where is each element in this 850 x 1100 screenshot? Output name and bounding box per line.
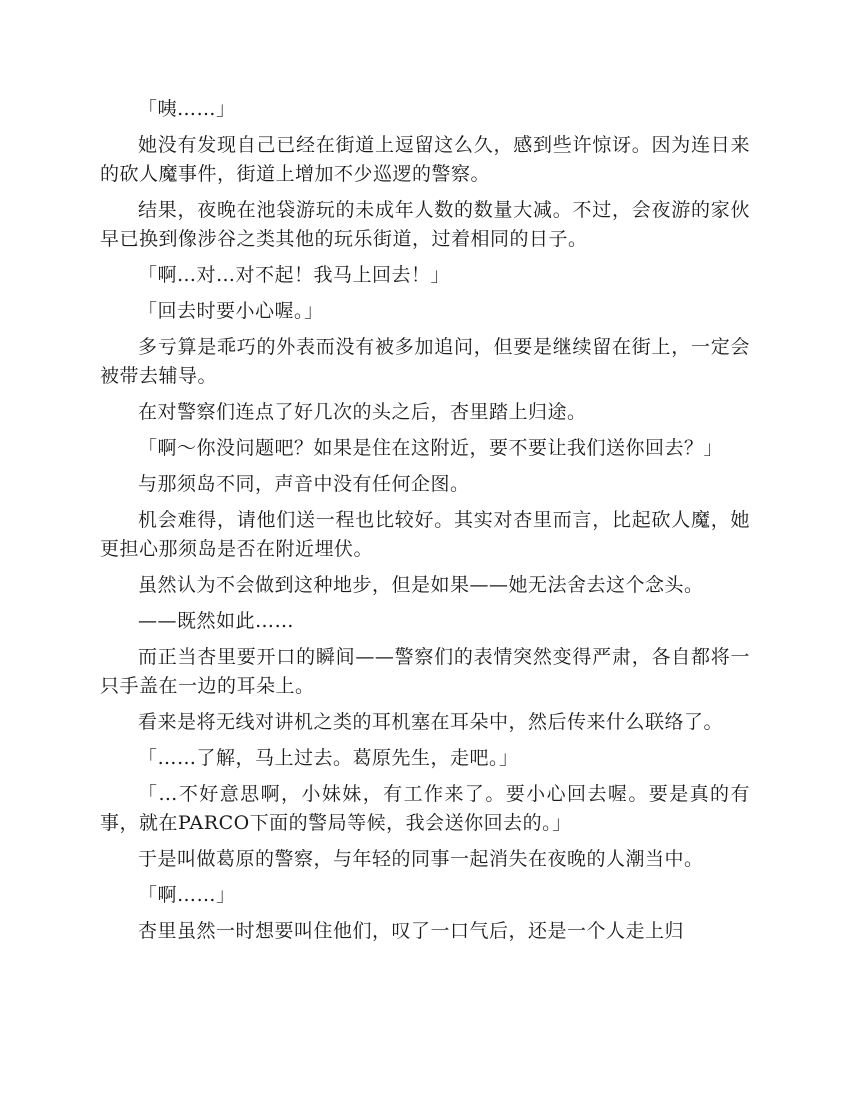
paragraph: 虽然认为不会做到这种地步，但是如果——她无法舍去这个念头。	[138, 574, 704, 596]
paragraph: 她没有发现自己已经在街道上逗留这么久，感到些许惊讶。因为连日来的砍人魔事件，街道上增加不少巡逻的警察。	[100, 134, 750, 185]
document-page	[100, 95, 750, 953]
paragraph: 在对警察们连点了好几次的头之后，杏里踏上归途。	[138, 401, 587, 423]
paragraph: ——既然如此……	[138, 610, 295, 632]
paragraph: 机会难得，请他们送一程也比较好。其实对杏里而言，比起砍人魔，她更担心那须岛是否在附近埋伏。	[100, 509, 750, 560]
paragraph: 结果，夜晚在池袋游玩的未成年人数的数量大减。不过，会夜游的家伙早已换到像涉谷之类其他的玩乐街道，过着相同的日子。	[100, 199, 750, 250]
paragraph: 而正当杏里要开口的瞬间——警察们的表情突然变得严肃，各自都将一只手盖在一边的耳朵上。	[100, 646, 750, 697]
paragraph: 「啊…对…对不起！我马上回去！」	[138, 264, 451, 286]
paragraph: 「…不好意思啊，小妹妹，有工作来了。要小心回去喔。要是真的有事，就在PARCO下面的警局等候，我会送你回去的。」	[100, 783, 750, 834]
paragraph: 看来是将无线对讲机之类的耳机塞在耳朵中，然后传来什么联络了。	[138, 711, 724, 733]
paragraph: 「咦……」	[138, 98, 236, 120]
paragraph: 「……了解，马上过去。葛原先生，走吧。」	[138, 747, 519, 769]
paragraph: 杏里虽然一时想要叫住他们，叹了一口气后，还是一个人走上归	[138, 920, 685, 942]
paragraph: 「啊……」	[138, 884, 236, 906]
paragraph: 于是叫做葛原的警察，与年轻的同事一起消失在夜晚的人潮当中。	[138, 848, 704, 870]
paragraph: 与那须岛不同，声音中没有任何企图。	[138, 473, 470, 495]
paragraph: 「啊～你没问题吧？如果是住在这附近，要不要让我们送你回去？」	[138, 437, 724, 459]
paragraph: 多亏算是乖巧的外表而没有被多加追问，但要是继续留在街上，一定会被带去辅导。	[100, 336, 750, 387]
paragraph: 「回去时要小心喔。」	[138, 300, 324, 322]
